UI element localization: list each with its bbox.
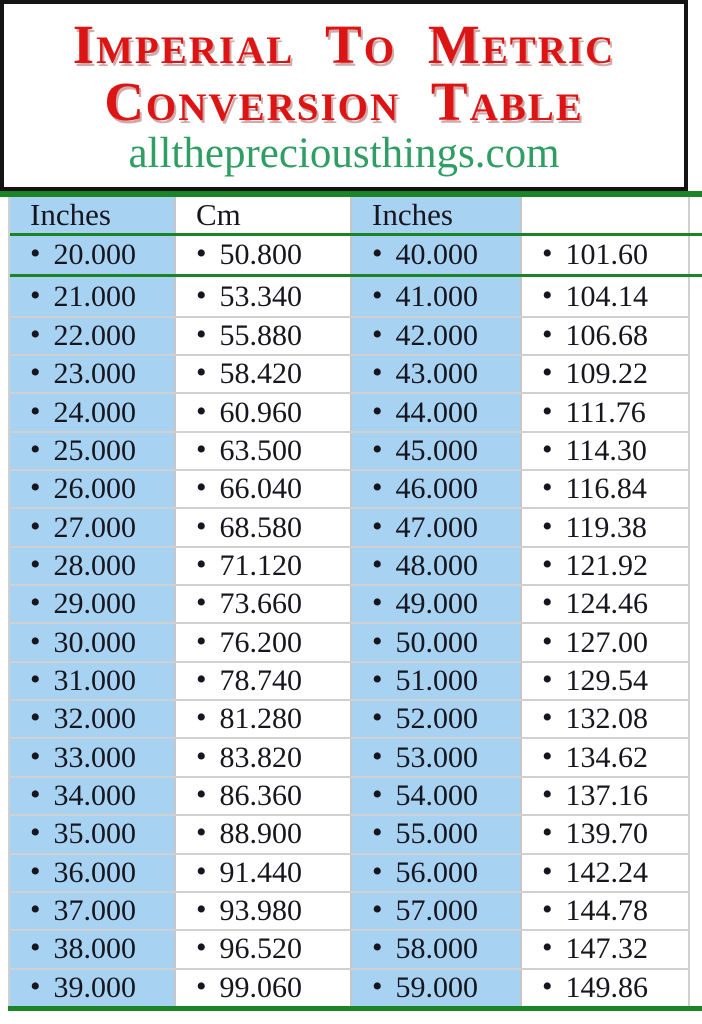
table-row [10,622,688,660]
bullet-icon: • [372,739,383,773]
cell-cm-left [174,778,350,814]
cell-cm-right [520,548,688,584]
cell-value: 101.60 [565,238,649,272]
cell-inches-right [350,739,520,775]
bullet-icon: • [196,893,207,927]
cell-value: 96.520 [219,932,303,966]
header-cell-inches-right [350,197,520,233]
table-row [10,968,688,1006]
cell-value: 58.000 [395,932,479,966]
bullet-icon: • [372,854,383,888]
cell-value: 121.92 [565,548,649,582]
table-row [10,546,688,584]
header-cell-inches-left [10,197,174,233]
title-line-1: Imperial To Metric [72,14,616,75]
cell-inches-right [350,318,520,354]
cell-value: 58.420 [219,357,303,391]
cell-cm-left [174,701,350,737]
bullet-icon: • [196,969,207,1003]
bullet-icon: • [30,854,41,888]
cell-value: 44.000 [395,395,479,429]
cell-inches-left [10,277,174,315]
cell-inches-right [350,778,520,814]
cell-inches-left [10,778,174,814]
bullet-icon: • [30,356,41,390]
cell-cm-right [520,855,688,891]
cell-inches-right [350,586,520,622]
bullet-icon: • [542,931,553,965]
cell-cm-left [174,893,350,929]
bullet-icon: • [30,816,41,850]
bullet-icon: • [542,969,553,1003]
cell-inches-right [350,931,520,967]
cell-value: 34.000 [53,778,137,812]
cell-value: 53.340 [219,279,303,313]
bullet-icon: • [196,237,207,271]
cell-inches-left [10,970,174,1006]
cell-value: 42.000 [395,318,479,352]
bullet-icon: • [542,356,553,390]
bullet-icon: • [372,509,383,543]
bullet-icon: • [542,854,553,888]
cell-value: 88.900 [219,817,303,851]
bullet-icon: • [542,662,553,696]
cell-inches-left [10,356,174,392]
cell-cm-left [174,970,350,1006]
cell-value: 22.000 [53,318,137,352]
cell-value: 59.000 [395,970,479,1004]
cell-cm-right [520,433,688,469]
bullet-icon: • [30,394,41,428]
cell-value: 38.000 [53,932,137,966]
bullet-icon: • [542,317,553,351]
table-row [10,929,688,967]
cell-inches-left [10,433,174,469]
bullet-icon: • [372,471,383,505]
cell-cm-left [174,624,350,660]
cell-value: 26.000 [53,472,137,506]
cell-value: 137.16 [565,778,649,812]
table-row [10,277,688,315]
cell-inches-left [10,471,174,507]
cell-value: 142.24 [565,855,649,889]
bullet-icon: • [372,969,383,1003]
table-row [10,699,688,737]
cell-cm-right [520,816,688,852]
cell-cm-left [174,433,350,469]
cell-cm-right [520,663,688,699]
bullet-icon: • [30,969,41,1003]
cell-inches-left [10,855,174,891]
cell-value: 24.000 [53,395,137,429]
cell-value: 45.000 [395,433,479,467]
cell-value: 50.000 [395,625,479,659]
table-row [10,469,688,507]
cell-inches-right [350,236,520,274]
cell-value: 124.46 [565,587,649,621]
table-row [10,661,688,699]
cell-cm-left [174,739,350,775]
cell-value: 114.30 [565,433,647,467]
cell-inches-right [350,970,520,1006]
cell-cm-left [174,356,350,392]
cell-cm-left [174,318,350,354]
bullet-icon: • [196,854,207,888]
cell-value: 127.00 [565,625,649,659]
table-row [10,853,688,891]
table-row [10,737,688,775]
cell-value: 139.70 [565,817,649,851]
divider-bottom [8,1006,702,1011]
bullet-icon: • [372,624,383,658]
bullet-icon: • [542,739,553,773]
cell-value: 23.000 [53,357,137,391]
cell-cm-right [520,509,688,545]
bullet-icon: • [372,816,383,850]
bullet-icon: • [542,624,553,658]
cell-value: 35.000 [53,817,137,851]
bullet-icon: • [30,278,41,312]
bullet-icon: • [30,701,41,735]
cell-value: 53.000 [395,740,479,774]
bullet-icon: • [196,471,207,505]
cell-value: 78.740 [219,663,303,697]
cell-cm-right [520,471,688,507]
bullet-icon: • [372,278,383,312]
cell-cm-right [520,701,688,737]
bullet-icon: • [30,317,41,351]
bullet-icon: • [542,432,553,466]
bullet-icon: • [30,432,41,466]
cell-inches-left [10,701,174,737]
bullet-icon: • [542,278,553,312]
cell-inches-left [10,509,174,545]
cell-value: 43.000 [395,357,479,391]
cell-value: 144.78 [565,894,649,928]
bullet-icon: • [542,777,553,811]
cell-value: 86.360 [219,778,303,812]
cell-cm-right [520,624,688,660]
bullet-icon: • [196,394,207,428]
cell-cm-right [520,318,688,354]
cell-value: 73.660 [219,587,303,621]
bullet-icon: • [372,893,383,927]
bullet-icon: • [196,931,207,965]
bullet-icon: • [542,237,553,271]
cell-cm-right [520,931,688,967]
cell-value: 93.980 [219,894,303,928]
cell-value: 46.000 [395,472,479,506]
cell-value: 71.120 [219,548,303,582]
bullet-icon: • [30,777,41,811]
conversion-table [8,197,690,1006]
cell-inches-left [10,893,174,929]
table-row [10,584,688,622]
bullet-icon: • [196,662,207,696]
cell-inches-right [350,855,520,891]
cell-inches-right [350,624,520,660]
cell-cm-right [520,778,688,814]
cell-inches-left [10,624,174,660]
cell-cm-left [174,816,350,852]
cell-value: 28.000 [53,548,137,582]
cell-value: 83.820 [219,740,303,774]
cell-value: 116.84 [565,472,647,506]
cell-value: 104.14 [565,279,649,313]
cell-value: 41.000 [395,279,479,313]
bullet-icon: • [30,547,41,581]
bullet-icon: • [196,586,207,620]
cell-inches-right [350,893,520,929]
cell-cm-right [520,394,688,430]
cell-inches-left [10,548,174,584]
cell-cm-right [520,277,688,315]
bullet-icon: • [372,701,383,735]
cell-value: 27.000 [53,510,137,544]
cell-value: 68.580 [219,510,303,544]
cell-value: 132.08 [565,702,649,736]
cell-value: 66.040 [219,472,303,506]
bullet-icon: • [542,471,553,505]
cell-inches-right [350,548,520,584]
cell-cm-right [520,356,688,392]
cell-cm-right [520,970,688,1006]
table-row [10,776,688,814]
cell-value: 55.000 [395,817,479,851]
cell-inches-left [10,816,174,852]
bullet-icon: • [196,432,207,466]
bullet-icon: • [30,739,41,773]
table-row [10,891,688,929]
cell-value: 109.22 [565,357,649,391]
cell-inches-left [10,931,174,967]
cell-value: 40.000 [395,238,479,272]
cell-value: 31.000 [53,663,137,697]
bullet-icon: • [196,278,207,312]
bullet-icon: • [196,509,207,543]
table-row [10,392,688,430]
header-cell-cm-right [520,197,688,233]
header-cell-cm-left [174,197,350,233]
cell-value: 91.440 [219,855,303,889]
cell-cm-left [174,548,350,584]
cell-value: 33.000 [53,740,137,774]
cell-value: 49.000 [395,587,479,621]
cell-inches-right [350,394,520,430]
cell-cm-right [520,586,688,622]
cell-value: 149.86 [565,970,649,1004]
bullet-icon: • [542,816,553,850]
bullet-icon: • [372,586,383,620]
bullet-icon: • [196,547,207,581]
table-row [10,354,688,392]
cell-value: 63.500 [219,433,303,467]
bullet-icon: • [372,662,383,696]
header-label: Inches [30,197,111,232]
cell-inches-left [10,318,174,354]
cell-value: 30.000 [53,625,137,659]
header-card [0,0,688,191]
bullet-icon: • [30,509,41,543]
cell-inches-left [10,586,174,622]
cell-inches-right [350,816,520,852]
bullet-icon: • [372,394,383,428]
table-row [10,236,688,274]
bullet-icon: • [542,547,553,581]
cell-value: 51.000 [395,663,479,697]
cell-value: 32.000 [53,702,137,736]
cell-value: 54.000 [395,778,479,812]
cell-value: 52.000 [395,702,479,736]
cell-cm-left [174,471,350,507]
bullet-icon: • [30,624,41,658]
cell-value: 48.000 [395,548,479,582]
table-row [10,316,688,354]
cell-value: 99.060 [219,970,303,1004]
cell-inches-right [350,471,520,507]
cell-inches-right [350,433,520,469]
bullet-icon: • [542,586,553,620]
bullet-icon: • [30,237,41,271]
cell-cm-right [520,236,688,274]
cell-inches-left [10,739,174,775]
bullet-icon: • [542,394,553,428]
cell-inches-right [350,663,520,699]
cell-inches-left [10,236,174,274]
cell-value: 39.000 [53,970,137,1004]
cell-value: 25.000 [53,433,137,467]
cell-value: 36.000 [53,855,137,889]
cell-inches-right [350,356,520,392]
bullet-icon: • [196,356,207,390]
bullet-icon: • [196,739,207,773]
bullet-icon: • [30,931,41,965]
bullet-icon: • [30,893,41,927]
table-row [10,507,688,545]
cell-value: 20.000 [53,238,137,272]
table-header-row [10,197,688,233]
title-line-2: Conversion Table [104,71,584,132]
cell-value: 119.38 [565,510,647,544]
cell-cm-left [174,931,350,967]
bullet-icon: • [372,777,383,811]
cell-value: 76.200 [219,625,303,659]
bullet-icon: • [30,586,41,620]
bullet-icon: • [372,237,383,271]
cell-cm-left [174,394,350,430]
cell-cm-right [520,893,688,929]
cell-inches-right [350,277,520,315]
bullet-icon: • [196,816,207,850]
cell-inches-right [350,701,520,737]
cell-value: 129.54 [565,663,649,697]
cell-value: 50.800 [219,238,303,272]
cell-value: 47.000 [395,510,479,544]
bullet-icon: • [196,624,207,658]
bullet-icon: • [372,547,383,581]
cell-value: 60.960 [219,395,303,429]
bullet-icon: • [30,662,41,696]
cell-cm-left [174,236,350,274]
cell-inches-left [10,394,174,430]
cell-cm-left [174,277,350,315]
table-row [10,431,688,469]
bullet-icon: • [30,471,41,505]
cell-value: 111.76 [565,395,646,429]
cell-inches-right [350,509,520,545]
cell-value: 55.880 [219,318,303,352]
cell-value: 106.68 [565,318,649,352]
bullet-icon: • [542,509,553,543]
bullet-icon: • [372,317,383,351]
cell-value: 134.62 [565,740,649,774]
bullet-icon: • [196,317,207,351]
cell-cm-right [520,739,688,775]
bullet-icon: • [196,777,207,811]
bullet-icon: • [196,701,207,735]
cell-value: 147.32 [565,932,649,966]
cell-value: 57.000 [395,894,479,928]
header-label: Cm [196,197,241,232]
bullet-icon: • [542,701,553,735]
bullet-icon: • [372,931,383,965]
cell-value: 29.000 [53,587,137,621]
cell-value: 56.000 [395,855,479,889]
cell-inches-left [10,663,174,699]
cell-value: 21.000 [53,279,137,313]
website-url: allthepreciousthings.com [128,130,560,177]
cell-cm-left [174,586,350,622]
cell-value: 81.280 [219,702,303,736]
table-row [10,814,688,852]
bullet-icon: • [372,432,383,466]
cell-cm-left [174,509,350,545]
cell-value: 37.000 [53,894,137,928]
cell-cm-left [174,855,350,891]
bullet-icon: • [542,893,553,927]
bullet-icon: • [372,356,383,390]
header-label: Inches [372,197,453,232]
cell-cm-left [174,663,350,699]
